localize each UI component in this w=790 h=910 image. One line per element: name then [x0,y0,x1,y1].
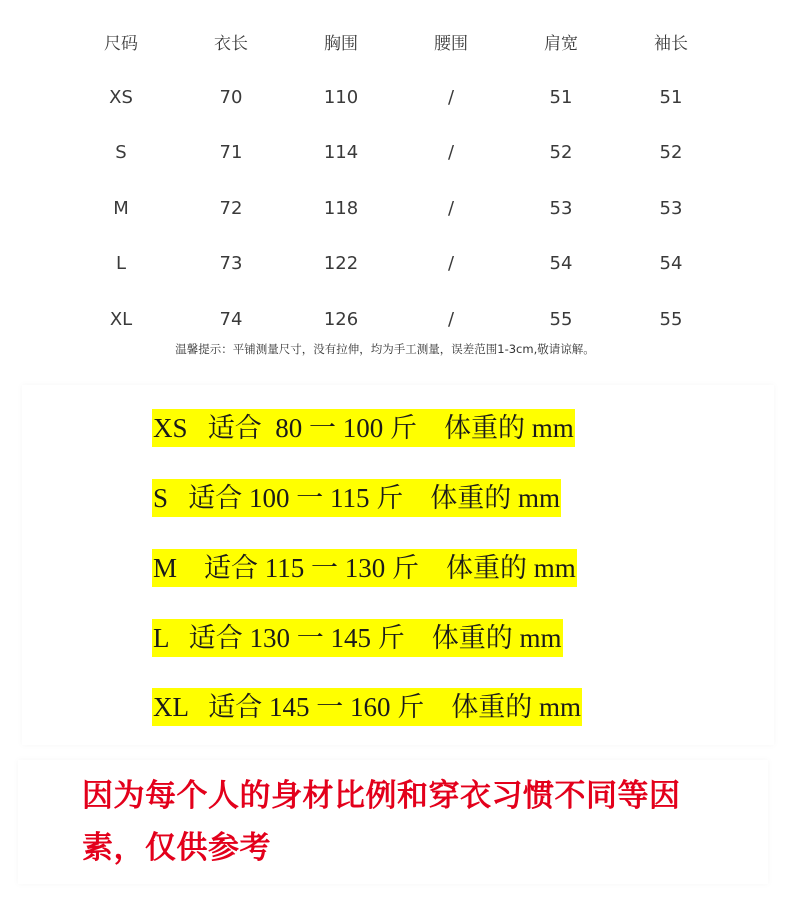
cell-waist: / [447,308,455,330]
cell-shoulder: 53 [549,197,573,219]
cell-sleeve: 51 [659,86,683,108]
measurement-note: 温馨提示：平铺测量尺寸，没有拉伸，均为手工测量，误差范围1-3cm,敬请谅解。 [175,342,595,356]
table-row [66,125,726,181]
header-shoulder: 肩宽 [544,34,578,55]
table-row [66,236,726,292]
cell-sleeve: 54 [659,253,683,275]
cell-size: XL [109,308,133,330]
cell-size: S [115,142,127,164]
weight-line-xs: XS 适合 80 一 100 斤 体重的 mm [152,409,575,447]
cell-chest: 118 [323,197,359,219]
cell-chest: 110 [323,86,359,108]
table-row [66,181,726,237]
cell-waist: / [447,197,455,219]
weight-line-s: S 适合 100 一 115 斤 体重的 mm [152,479,561,517]
cell-size: M [113,197,129,219]
cell-length: 73 [219,253,243,275]
cell-shoulder: 54 [549,253,573,275]
size-table-header [66,14,726,70]
header-length: 衣长 [214,34,248,55]
cell-waist: / [447,253,455,275]
cell-size: L [115,253,127,275]
cell-shoulder: 52 [549,142,573,164]
cell-shoulder: 51 [549,86,573,108]
cell-waist: / [447,142,455,164]
table-row [66,292,726,348]
weight-line-xl: XL 适合 145 一 160 斤 体重的 mm [152,688,582,726]
size-table [66,14,726,347]
cell-chest: 126 [323,308,359,330]
cell-length: 72 [219,197,243,219]
cell-chest: 122 [323,253,359,275]
cell-waist: / [447,86,455,108]
cell-length: 70 [219,86,243,108]
cell-shoulder: 55 [549,308,573,330]
header-waist: 腰围 [434,34,468,55]
header-size: 尺码 [104,34,138,55]
cell-length: 71 [219,142,243,164]
table-row [66,70,726,126]
cell-sleeve: 53 [659,197,683,219]
cell-sleeve: 55 [659,308,683,330]
header-sleeve: 袖长 [654,34,688,55]
header-chest: 胸围 [324,34,358,55]
weight-line-m: M 适合 115 一 130 斤 体重的 mm [152,549,577,587]
weight-line-l: L 适合 130 一 145 斤 体重的 mm [152,619,563,657]
cell-chest: 114 [323,142,359,164]
cell-sleeve: 52 [659,142,683,164]
cell-length: 74 [219,308,243,330]
cell-size: XS [109,86,133,108]
disclaimer-text: 因为每个人的身材比例和穿衣习惯不同等因素，仅供参考 [82,778,681,866]
